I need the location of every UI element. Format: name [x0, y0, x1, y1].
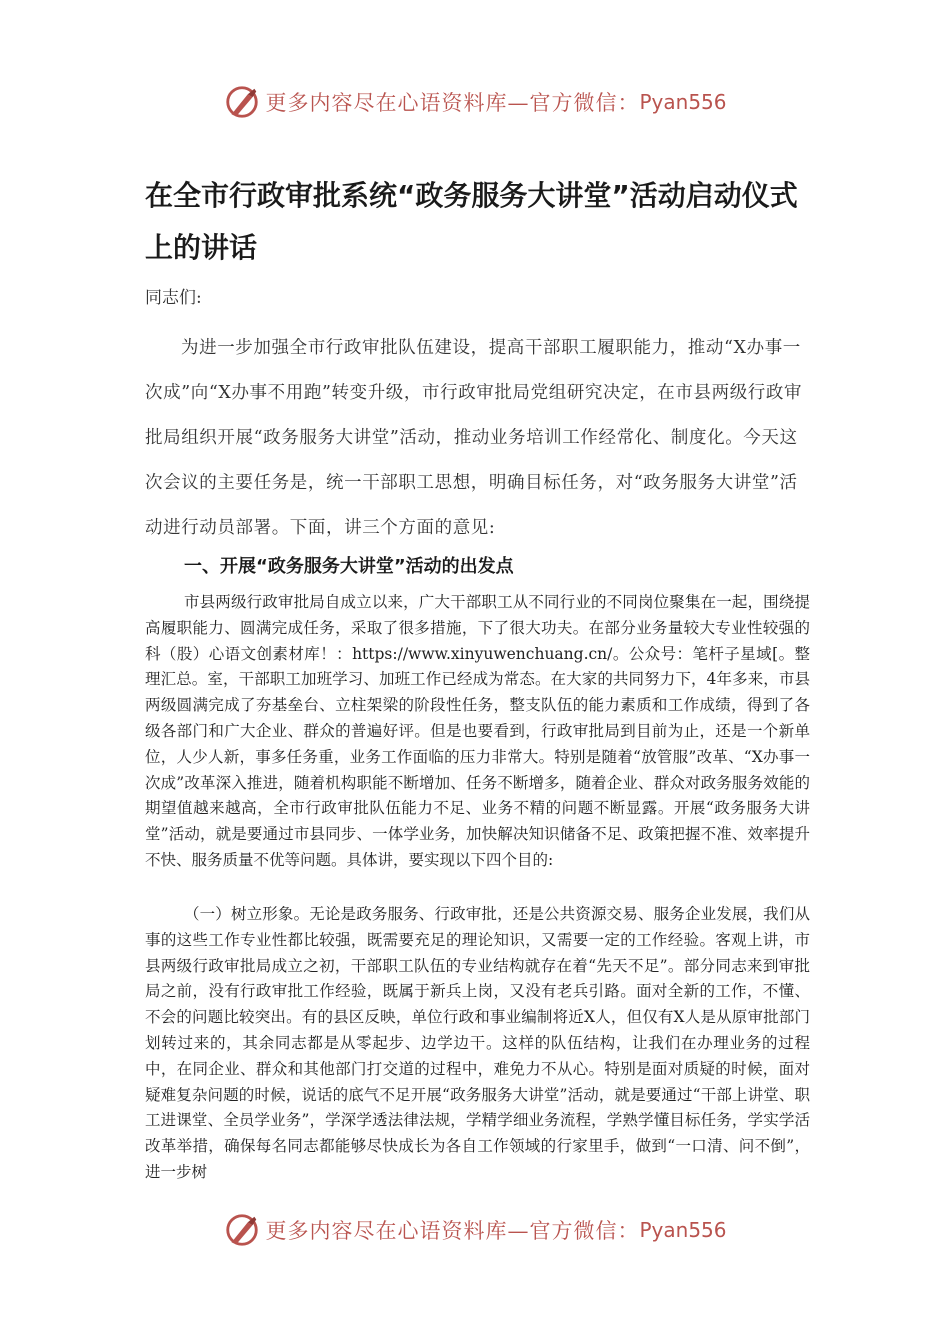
- footer-banner: [0, 1208, 950, 1252]
- body-paragraph-1: 市县两级行政审批局自成立以来，广大干部职工从不同行业的不同岗位聚集在一起，围绕提高履职能力、圆满完成任务，采取了很多措施，下了很大功夫。在部分业务量较大专业性较强的科（股）心语文创素材库！：https://www.xinyuwenchuang.cn/。公众号：笔杆子星域[。整理汇总。室，干部职工加班学习、加班工作已经成为常态。在大家的共同努力下，4年多来，市县两级圆满完成了夯基垒台、立柱架梁的阶段性任务，整支队伍的能力素质和工作成绩，得到了各级各部门和广大企业、群众的普遍好评。但是也要看到，行政审批局到目前为止，还是一个新单位，人少人新，事多任务重，业务工作面临的压力非常大。特别是随着“放管服”改革、“X办事一次成”改革深入推进，随着机构职能不断增加、任务不断增多，随着企业、群众对政务服务效能的期望值越来越高，全市行政审批队伍能力不足、业务不精的问题不断显露。开展“政务服务大讲堂”活动，就是要通过市县同步、一体学业务，加快解决知识储备不足、政策把握不准、效率提升不快、服务质量不优等问题。具体讲，要实现以下四个目的:: [145, 593, 810, 869]
- banner-text: 更多内容尽在心语资料库—官方微信：: [265, 1219, 640, 1243]
- pen-nib-logo-icon: [223, 83, 261, 121]
- banner-wechat-id: Pyan556: [639, 90, 727, 114]
- header-banner: [0, 80, 950, 124]
- body-paragraph-2: （一）树立形象。无论是政务服务、行政审批，还是公共资源交易、服务企业发展，我们从事的这些工作专业性都比较强，既需要充足的理论知识，又需要一定的工作经验。客观上讲，市县两级行政审批局成立之初，干部职工队伍的专业结构就存在着“先天不足”。部分同志来到审批局之前，没有行政审批工作经验，既属于新兵上岗，又没有老兵引路。面对全新的工作，不懂、不会的问题比较突出。有的县区反映，单位行政和事业编制将近X人，但仅有X人是从原审批部门划转过来的，其余同志都是从零起步、边学边干。这样的队伍结构，让我们在办理业务的过程中，在同企业、群众和其他部门打交道的过程中，难免力不从心。特别是面对质疑的时候，面对疑难复杂问题的时候，说话的底气不足开展“政务服务大讲堂”活动，就是要通过“干部上讲堂、职工进课堂、全员学业务”，学深学透法律法规，学精学细业务流程，学熟学懂目标任务，学实学活改革举措，确保每名同志都能够尽快成长为各自工作领域的行家里手，做到“一口清、问不倒”，进一步树: [145, 905, 810, 1181]
- section-heading-1: 一、开展“政务服务大讲堂”活动的出发点: [184, 556, 514, 577]
- banner-text: 更多内容尽在心语资料库—官方微信：: [265, 91, 640, 115]
- intro-paragraph: 为进一步加强全市行政审批队伍建设，提高干部职工履职能力，推动“X办事一次成”向“X办事不用跑”转变升级，市行政审批局党组研究决定，在市县两级行政审批局组织开展“政务服务大讲堂”活动，推动业务培训工作经常化、制度化。今天这次会议的主要任务是，统一干部职工思想，明确目标任务，对“政务服务大讲堂”活动进行动员部署。下面，讲三个方面的意见:: [145, 338, 803, 538]
- document-title: 在全市行政审批系统“政务服务大讲堂”活动启动仪式上的讲话: [145, 179, 798, 264]
- pen-nib-logo-icon: [223, 1211, 261, 1249]
- greeting: 同志们:: [145, 288, 202, 308]
- banner-wechat-id: Pyan556: [639, 1218, 727, 1242]
